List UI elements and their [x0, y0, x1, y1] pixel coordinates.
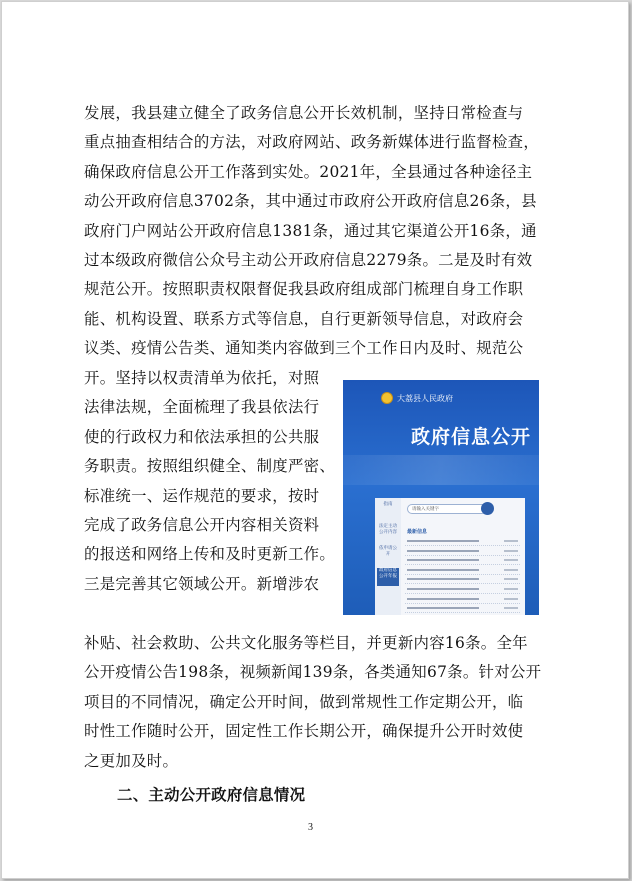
section-heading: 二、主动公开政府信息情况: [117, 786, 306, 804]
text-line: 开。坚持以权责清单为依托，对照: [84, 369, 320, 387]
text-line: 确保政府信息公开工作落到实处。2021年，全县通过各种途径主: [84, 162, 533, 181]
search-input: 请输入关键字: [407, 504, 487, 514]
text-line: 三是完善其它领域公开。新增涉农: [84, 574, 320, 593]
list-item-date: [504, 540, 518, 542]
text-line: 发展，我县建立健全了政务信息公开长效机制，坚持日常检查与: [84, 104, 524, 122]
list-item-date: [504, 569, 518, 571]
text-line: 之更加及时。: [84, 751, 179, 770]
site-name: 大荔县人民政府: [397, 393, 453, 403]
text-line: 规范公开。按照职责权限督促我县政府组成部门梳理自身工作职: [84, 280, 524, 299]
text-line: 标准统一、运作规范的要求，按时: [84, 486, 320, 505]
text-line: 法律法规，全面梳理了我县依法行: [84, 398, 320, 417]
text-line: 使的行政权力和依法承担的公共服: [84, 427, 320, 446]
list-item: [405, 596, 520, 604]
paragraph-bottom: [84, 629, 554, 776]
banner-title: 政府信息公开: [411, 426, 532, 448]
banner-band: [343, 455, 539, 485]
paragraph-wrap: [84, 364, 334, 599]
list-item-title: [407, 607, 479, 609]
text-line: 补贴、社会救助、公共文化服务等栏目，并更新内容16条。全年: [84, 634, 528, 652]
list-item-date: [504, 598, 518, 600]
list-item-title: [407, 540, 479, 542]
list-heading: 最新信息: [407, 529, 428, 535]
text-line: 能、机构设置、联系方式等信息，自行更新领导信息，对政府会: [84, 309, 524, 328]
list-item-title: [407, 578, 479, 580]
list-item: [405, 548, 520, 556]
list-item-date: [504, 550, 518, 552]
text-line: 政府门户网站公开政府信息1381条，通过其它渠道公开16条，通: [84, 221, 537, 240]
page-number: 3: [308, 822, 313, 833]
side-item-annual-report: 政府信息公开年报: [377, 568, 399, 586]
side-item-proactive: 法定主动公开内容: [379, 524, 397, 535]
text-line: 重点抽查相结合的方法，对政府网站、政务新媒体进行监督检查，: [84, 133, 540, 152]
list-item: [405, 605, 520, 613]
list-item-date: [504, 588, 518, 590]
list-item-date: [504, 607, 518, 609]
text-line: 议类、疫情公告类、通知类内容做到三个工作日内及时、规范公: [84, 339, 524, 358]
list-item-title: [407, 550, 479, 552]
list-item-title: [407, 569, 479, 571]
site-logo: [381, 392, 453, 404]
list-item: [405, 538, 520, 546]
side-item-guide: 指南: [383, 502, 393, 507]
text-line: 动公开政府信息3702条，其中通过市政府公开政府信息26条，县: [84, 192, 537, 211]
list-item-date: [504, 578, 518, 580]
side-item-request: 依申请公开: [379, 546, 397, 557]
list-item: [405, 586, 520, 594]
list-item: [405, 576, 520, 584]
text-line: 的报送和网络上传和及时更新工作。: [84, 545, 336, 564]
text-line: 项目的不同情况，确定公开时间，做到常规性工作定期公开，临: [84, 692, 524, 711]
list-item-title: [407, 588, 479, 590]
gov-info-disclosure-screenshot: [343, 380, 539, 615]
list-item-title: [407, 559, 479, 561]
paragraph-top: [84, 99, 554, 364]
list-item-date: [504, 559, 518, 561]
search-icon: [481, 502, 494, 515]
list-item: [405, 557, 520, 565]
list-item-title: [407, 598, 479, 600]
side-menu: [375, 498, 401, 615]
text-line: 公开疫情公告198条，视频新闻139条，各类通知67条。针对公开: [84, 663, 542, 682]
text-line: 过本级政府微信公众号主动公开政府信息2279条。二是及时有效: [84, 250, 533, 269]
text-line: 时性工作随时公开，固定性工作长期公开，确保提升公开时效使: [84, 722, 524, 741]
document-page: [1, 1, 629, 879]
info-list: [405, 538, 520, 615]
list-item: [405, 567, 520, 575]
text-line: 完成了政务信息公开内容相关资料: [84, 515, 320, 534]
content-panel: [375, 498, 525, 615]
national-emblem-icon: [381, 392, 393, 404]
text-line: 务职责。按照组织健全、制度严密、: [84, 457, 336, 476]
